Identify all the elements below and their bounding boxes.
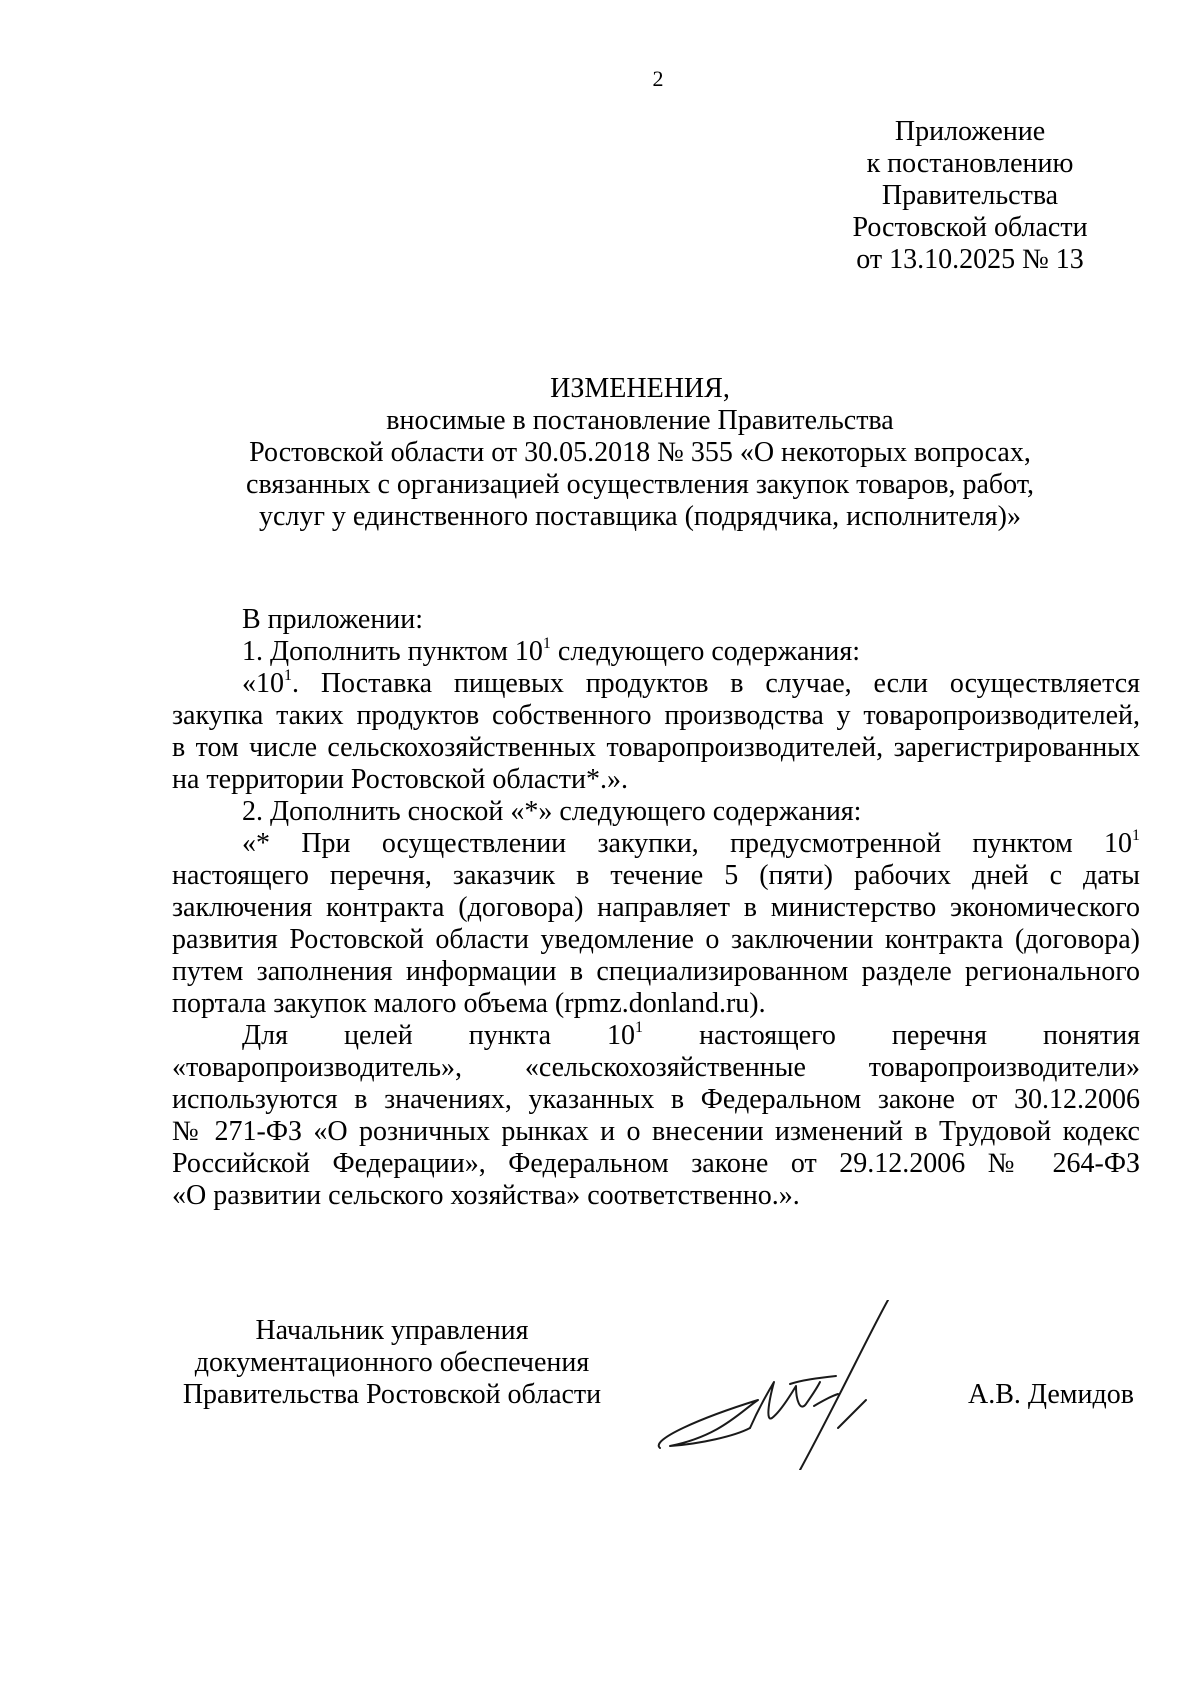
paragraph-2-start: «* При осуществлении закупки, предусмотренной пунктом 10 — [242, 828, 1132, 859]
paragraph-3-line: используются в значениях, указанных в Федеральном законе от 30.12.2006 — [172, 1084, 1140, 1115]
paragraph-1-start: «10 — [242, 668, 284, 699]
intro-line: В приложении: — [242, 604, 424, 635]
paragraph-2-line: заключения контракта (договора) направляет в министерство экономического — [172, 892, 1140, 923]
title-line: вносимые в постановление Правительства — [386, 405, 894, 436]
paragraph-1-line: закупка таких продуктов собственного производства у товаропроизводителей, — [172, 700, 1140, 731]
signer-position-line: Правительства Ростовской области — [182, 1379, 602, 1410]
appendix-heading — [820, 116, 1120, 276]
paragraph-1-line: в том числе сельскохозяйственных товаропроизводителей, зарегистрированных — [172, 732, 1140, 763]
title-heading: ИЗМЕНЕНИЯ, — [550, 373, 730, 404]
title-line: связанных с организацией осуществления закупок товаров, работ, — [246, 469, 1034, 500]
superscript: 1 — [542, 635, 551, 652]
document-body — [172, 604, 1140, 1212]
appendix-line: Ростовской области — [852, 212, 1088, 243]
item-2: 2. Дополнить сноской «*» следующего содержания: — [242, 796, 862, 827]
paragraph-1-start-end: . Поставка пищевых продуктов в случае, если осуществляется — [292, 668, 1140, 699]
paragraph-3-line: «товаропроизводитель», «сельскохозяйственные товаропроизводители» — [172, 1052, 1140, 1083]
page-number: 2 — [652, 66, 664, 91]
appendix-line: к постановлению — [866, 148, 1074, 179]
paragraph-1-line: на территории Ростовской области*.». — [172, 764, 629, 795]
paragraph-3-start-end: настоящего перечня понятия — [643, 1020, 1140, 1051]
signer-position-line: Начальник управления — [255, 1315, 529, 1346]
signer-position — [172, 1315, 612, 1411]
handwritten-signature — [640, 1300, 920, 1470]
appendix-line: Приложение — [894, 116, 1046, 147]
superscript: 1 — [1132, 827, 1140, 844]
item-1 — [172, 636, 1140, 668]
superscript: 1 — [635, 1019, 644, 1036]
signer-name: А.В. Демидов — [968, 1379, 1134, 1410]
title-line: Ростовской области от 30.05.2018 № 355 «О некоторых вопросах, — [249, 437, 1031, 468]
item-1-text: 1. Дополнить пунктом 10 — [242, 636, 543, 667]
paragraph-3-line: «О развитии сельского хозяйства» соответственно.». — [172, 1180, 800, 1211]
document-title — [160, 373, 1120, 533]
appendix-line: Правительства — [881, 180, 1059, 211]
paragraph-2-line: портала закупок малого объема (rpmz.donland.ru). — [172, 988, 766, 1019]
item-1-text-end: следующего содержания: — [550, 636, 861, 667]
paragraph-3-line: № 271-ФЗ «О розничных рынках и о внесении изменений в Трудовой кодекс — [172, 1116, 1140, 1147]
superscript: 1 — [284, 667, 292, 684]
signer-position-line: документационного обеспечения — [194, 1347, 590, 1378]
paragraph-1-line — [172, 668, 1140, 700]
paragraph-2-line: развития Ростовской области уведомление о заключении контракта (договора) — [172, 924, 1140, 955]
paragraph-2-line: путем заполнения информации в специализированном разделе регионального — [172, 956, 1140, 987]
appendix-line: от 13.10.2025 № 13 — [856, 244, 1084, 275]
paragraph-2-line — [172, 828, 1140, 860]
paragraph-2-line: настоящего перечня, заказчик в течение 5 (пяти) рабочих дней с даты — [172, 860, 1140, 891]
paragraph-3-line — [172, 1020, 1140, 1052]
title-line: услуг у единственного поставщика (подрядчика, исполнителя)» — [259, 501, 1021, 532]
paragraph-3-line: Российской Федерации», Федеральном законе от 29.12.2006 № 264-ФЗ — [172, 1148, 1140, 1179]
paragraph-3-start: Для целей пункта 10 — [242, 1020, 636, 1051]
